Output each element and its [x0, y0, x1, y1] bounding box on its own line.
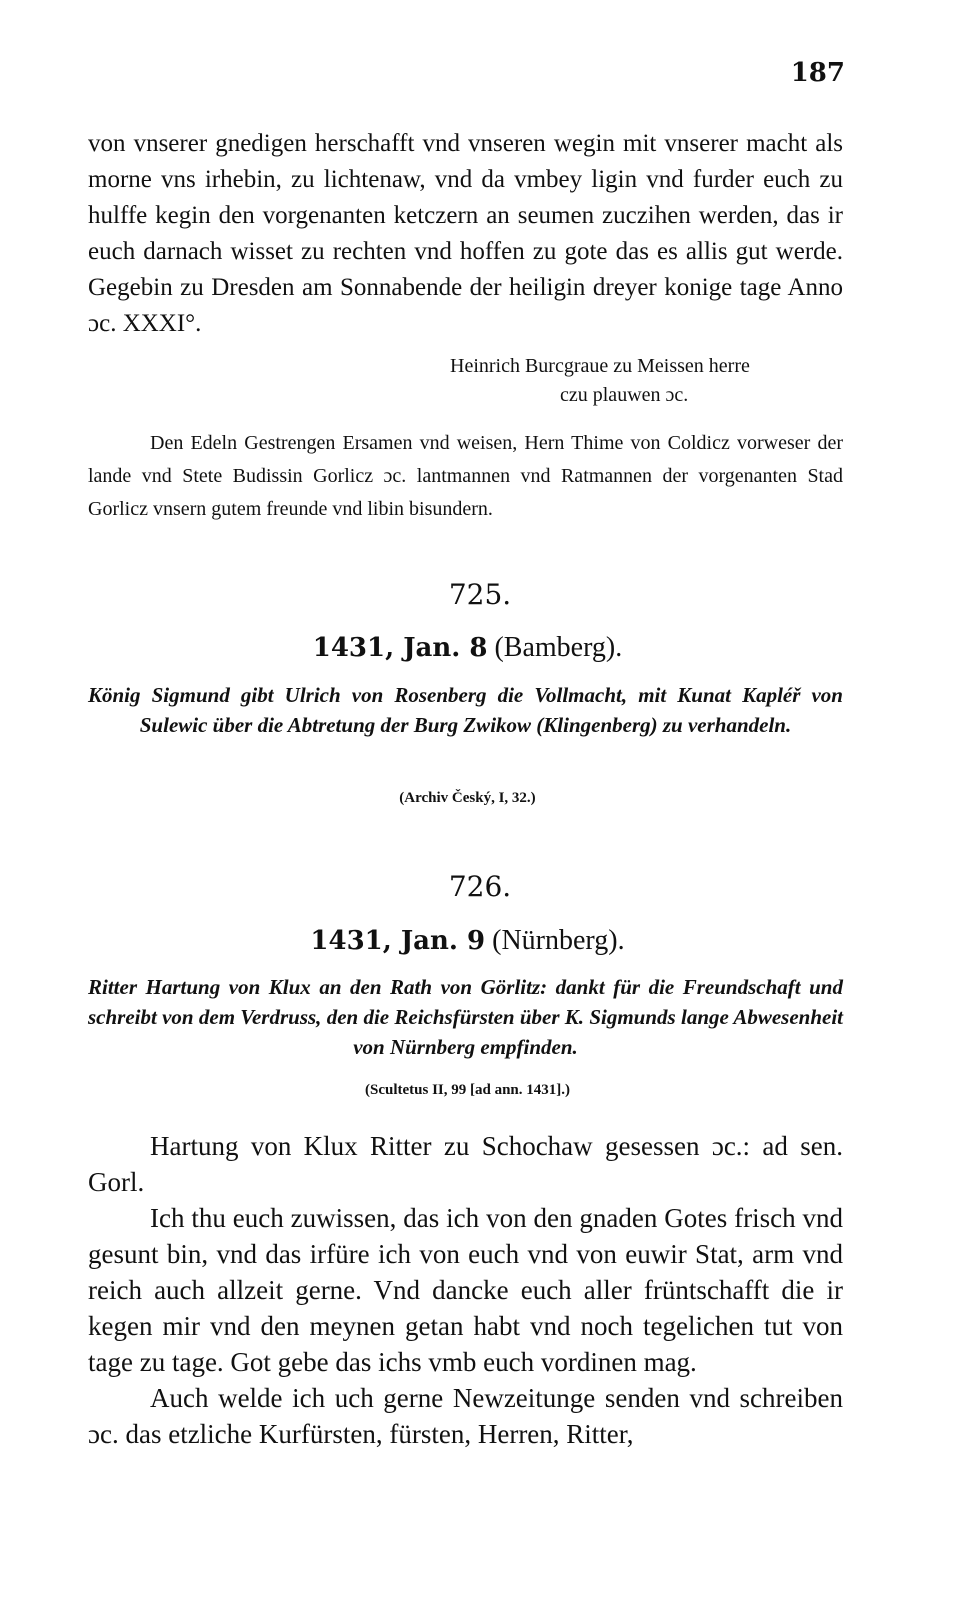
letter-paragraph-1: Hartung von Klux Ritter zu Schochaw gesessen ɔc.: ad sen. Gorl. [88, 1131, 843, 1197]
entry-source-726: (Scultetus II, 99 [ad ann. 1431].) [364, 1082, 571, 1098]
continuation-paragraph: von vnserer gnedigen herschafft vnd vnseren wegin mit vnserer macht als morne vns irhebin, zu lichtenaw, vnd da vmbey ligin vnd furder euch zu hulffe kegin den vorgenanten ketczern an seumen zuczihen werden, das ir euch darnach wisset zu rechten vnd hoffen zu gote das es allis gut werde. Gegebin zu Dresden am Sonnabende der heiligin dreyer konige tage Anno ɔc. XXXI°. [88, 130, 843, 337]
letter-text [88, 1128, 843, 1452]
entry-regest-726: Ritter Hartung von Klux an den Rath von Görlitz: dankt für die Freundschaft und schreibt von dem Verdruss, den die Reichsfürsten über K. Sigmunds lange Abwesenheit von Nürnberg empfinden. [88, 975, 843, 1059]
entry-date-bold: 1431, Jan. 8 [312, 633, 488, 663]
entry-place: (Nürnberg). [492, 925, 625, 956]
signer-line-1: Heinrich Burcgraue zu Meissen herre [450, 355, 750, 377]
page-number: 187 [790, 58, 845, 88]
letter-paragraph-2: Ich thu euch zuwissen, das ich von den gnaden Gotes frisch vnd gesunt bin, vnd das irfüre ich von euch vnd von euwir Stat, arm vnd reich auch allzeit gerne. Vnd dancke euch aller früntschafft die ir kegen mir vnd den meynen getan habt vnd noch tegelichen tut von tage zu tage. Got gebe das ichs vmb euch vordinen mag. [88, 1203, 843, 1377]
signer-line-2: czu plauwen ɔc. [560, 384, 689, 406]
entry-source-725: (Archiv Český, I, 32.) [399, 790, 536, 806]
letter-paragraph-3: Auch welde ich uch gerne Newzeitunge senden vnd schreiben ɔc. das etzliche Kurfürsten, fürsten, Herren, Ritter, [88, 1383, 843, 1449]
entry-date-725 [0, 632, 935, 664]
entry-number-725: 725. [448, 578, 512, 611]
entry-place: (Bamberg). [494, 632, 623, 663]
entry-regest-725: König Sigmund gibt Ulrich von Rosenberg die Vollmacht, mit Kunat Kapléř von Sulewic über die Abtretung der Burg Zwikow (Klingenberg) zu verhandeln. [88, 683, 843, 737]
signature-block [450, 352, 850, 410]
entry-date-bold: 1431, Jan. 9 [310, 926, 486, 956]
entry-date-726 [0, 925, 935, 957]
address-paragraph: Den Edeln Gestrengen Ersamen vnd weisen, Hern Thime von Coldicz vorweser der lande vnd Stete Budissin Gorlicz ɔc. lantmannen vnd Ratmannen der vorgenanten Stad Gorlicz vnsern gutem freunde vnd libin bisundern. [88, 432, 843, 520]
entry-number-726: 726. [448, 870, 512, 903]
